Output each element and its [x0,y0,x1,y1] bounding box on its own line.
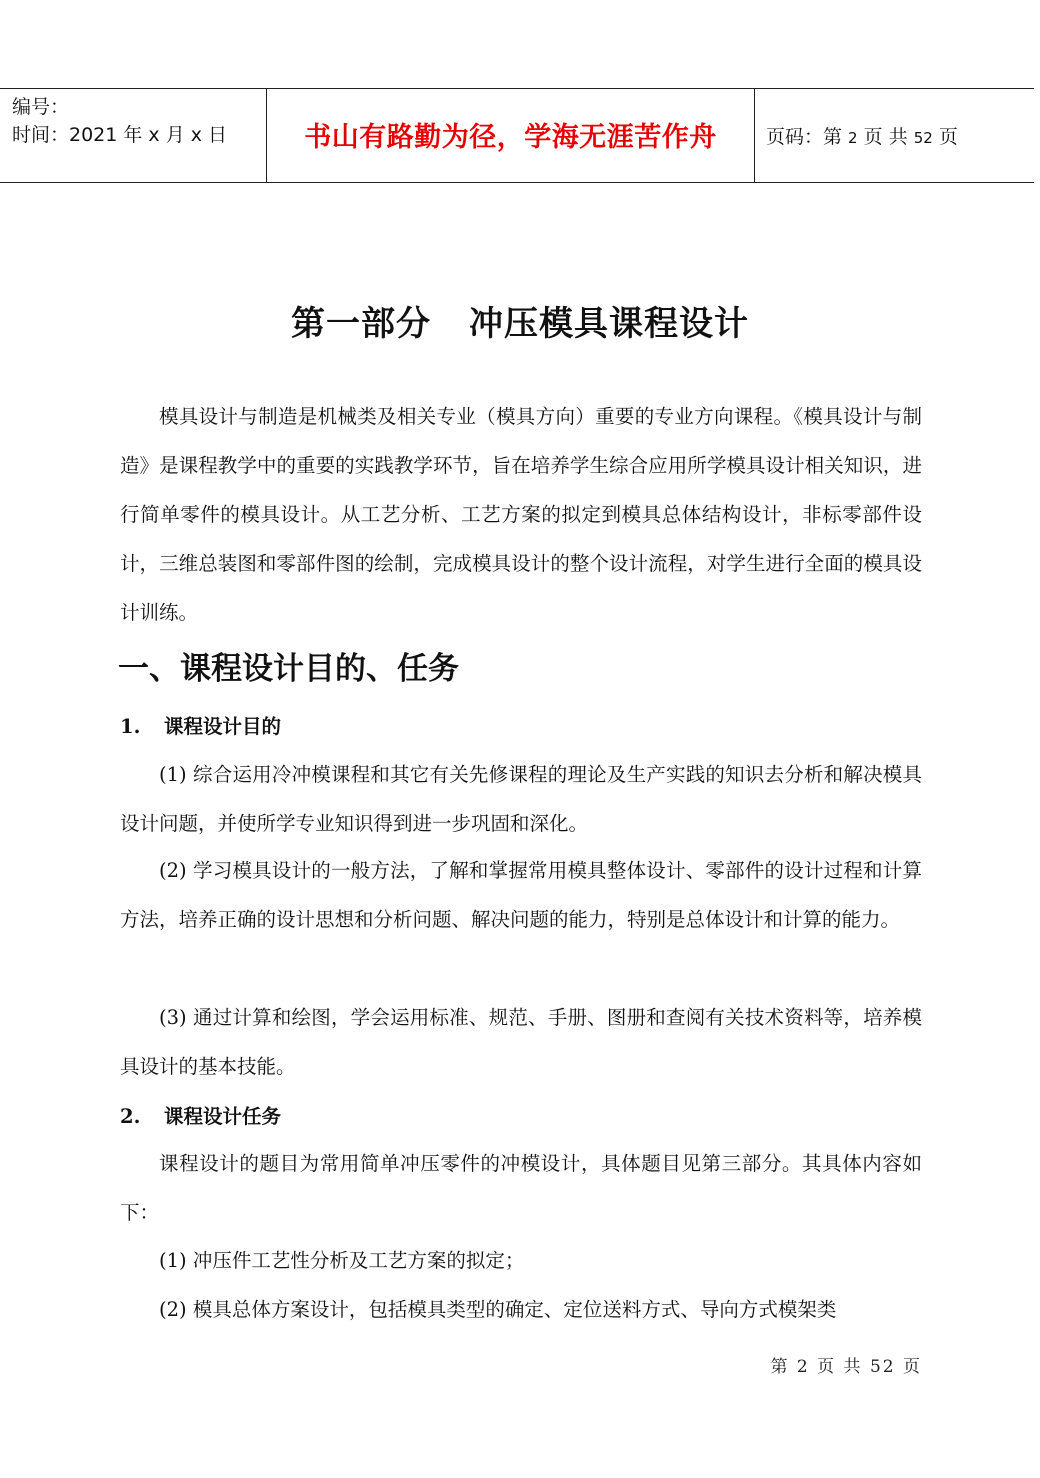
header-page-code [766,122,958,149]
header-divider [266,89,267,182]
page-number: 2 [848,129,858,147]
title-name: 冲压模具课程设计 [469,304,749,344]
subsection-title: 课程设计任务 [164,1105,282,1128]
page-header [0,88,1034,183]
task-item-2: (2) 模具总体方案设计，包括模具类型的确定、定位送料方式、导向方式模架类 [159,1298,837,1321]
page-total: 52 [913,129,933,147]
page-mid: 页 共 [857,126,914,148]
header-meta [12,93,262,149]
intro-paragraph: 模具设计与制造是机械类及相关专业（模具方向）重要的专业方向课程。《模具设计与制造》是课程教学中的重要的实践教学环节，旨在培养学生综合应用所学模具设计相关知识，进行简单零件的模具设计。从工艺分析、工艺方案的拟定到模具总体结构设计，非标零部件设计，三维总装图和零部件图的绘制，完成模具设计的整个设计流程，对学生进行全面的模具设计训练。 [120,405,922,624]
subsection-heading [120,711,281,739]
page-prefix: 页码：第 [766,126,849,148]
header-motto: 书山有路勤为径，学海无涯苦作舟 [304,122,717,153]
page-footer: 第 2 页 共 52 页 [770,1357,922,1377]
time-label: 时间：2021 年 x 月 x 日 [12,124,228,146]
task-item-1: (1) 冲压件工艺性分析及工艺方案的拟定； [159,1249,525,1272]
serial-label: 编号： [12,96,70,118]
objective-item-1: (1) 综合运用冷冲模课程和其它有关先修课程的理论及生产实践的知识去分析和解决模具设计问题，并使所学专业知识得到进一步巩固和深化。 [120,763,922,835]
subsection-title: 课程设计目的 [164,715,282,738]
task-intro: 课程设计的题目为常用简单冲压零件的冲模设计，具体题目见第三部分。其具体内容如下： [120,1152,922,1224]
subsection-number: 2. [120,1105,141,1128]
objective-item-2: (2) 学习模具设计的一般方法，了解和掌握常用模具整体设计、零部件的设计过程和计算方法，培养正确的设计思想和分析问题、解决问题的能力，特别是总体设计和计算的能力。 [120,859,922,931]
section-heading: 一、课程设计目的、任务 [118,651,459,687]
subsection-number: 1. [120,715,141,738]
document-title [0,296,1040,345]
objective-item-3: (3) 通过计算和绘图，学会运用标准、规范、手册、图册和查阅有关技术资料等，培养模具设计的基本技能。 [120,1006,922,1078]
page-suffix: 页 [932,126,958,148]
title-part: 第一部分 [291,304,431,344]
subsection-heading [120,1101,281,1129]
header-divider [754,89,755,182]
